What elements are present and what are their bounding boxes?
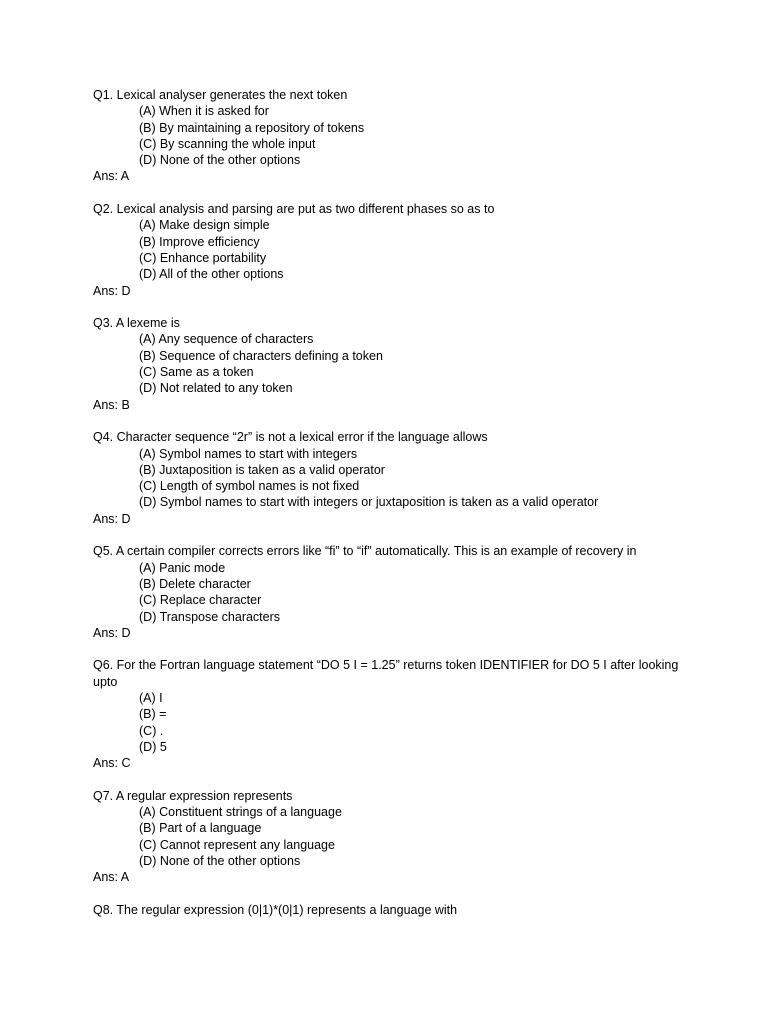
question-block	[93, 201, 693, 299]
answer-option: (D) Transpose characters	[139, 609, 281, 624]
question-text: Q3. A lexeme is	[93, 316, 180, 331]
question-text: Q6. For the Fortran language statement “DO 5 I = 1.25” returns token IDENTIFIER for DO 5 I after looking upto	[93, 658, 679, 689]
answer-option: (A) Panic mode	[139, 560, 226, 575]
answer-option: (D) Not related to any token	[139, 381, 293, 396]
answer-option: (B) Delete character	[139, 576, 251, 591]
answer-option: (A) Symbol names to start with integers	[139, 446, 358, 461]
question-block	[93, 902, 693, 918]
answer-option: (C) Length of symbol names is not fixed	[139, 479, 360, 494]
question-text: Q5. A certain compiler corrects errors like “fi” to “if” automatically. This is an example of recovery in	[93, 544, 637, 559]
answer-key: Ans: C	[93, 756, 131, 771]
answer-option: (B) Juxtaposition is taken as a valid operator	[139, 462, 385, 477]
answer-option: (B) Improve efficiency	[139, 234, 260, 249]
answer-option: (C) .	[139, 723, 164, 738]
answer-option: (D) Symbol names to start with integers or juxtaposition is taken as a valid operator	[139, 495, 599, 510]
answer-key: Ans: D	[93, 625, 131, 640]
answer-option: (D) None of the other options	[139, 153, 301, 168]
answer-key: Ans: D	[93, 511, 131, 526]
question-block	[93, 788, 693, 886]
question-text: Q4. Character sequence “2r” is not a lexical error if the language allows	[93, 430, 488, 445]
answer-option: (D) All of the other options	[139, 267, 284, 282]
answer-option: (C) Cannot represent any language	[139, 837, 335, 852]
answer-option: (B) =	[139, 707, 167, 722]
answer-option: (D) None of the other options	[139, 853, 301, 868]
question-block	[93, 87, 693, 185]
answer-option: (C) Enhance portability	[139, 250, 267, 265]
answer-key: Ans: B	[93, 397, 130, 412]
answer-option: (D) 5	[139, 739, 167, 754]
answer-key: Ans: A	[93, 870, 130, 885]
answer-option: (A) When it is asked for	[139, 104, 269, 119]
question-list	[93, 87, 693, 934]
answer-option: (C) Same as a token	[139, 365, 254, 380]
answer-key: Ans: A	[93, 169, 130, 184]
answer-option: (A) Constituent strings of a language	[139, 805, 342, 820]
question-text: Q2. Lexical analysis and parsing are put as two different phases so as to	[93, 202, 495, 217]
question-block	[93, 315, 693, 413]
answer-option: (B) Sequence of characters defining a token	[139, 348, 383, 363]
question-text: Q1. Lexical analyser generates the next token	[93, 88, 348, 102]
question-block	[93, 429, 693, 527]
answer-key: Ans: D	[93, 283, 131, 298]
answer-option: (C) Replace character	[139, 593, 262, 608]
question-text: Q8. The regular expression (0|1)*(0|1) represents a language with	[93, 902, 458, 917]
question-block	[93, 543, 693, 641]
answer-option: (A) I	[139, 690, 163, 705]
answer-option: (A) Any sequence of characters	[139, 332, 314, 347]
answer-option: (A) Make design simple	[139, 218, 270, 233]
question-block	[93, 657, 693, 771]
answer-option: (B) Part of a language	[139, 821, 262, 836]
question-text: Q7. A regular expression represents	[93, 788, 293, 803]
answer-option: (B) By maintaining a repository of tokens	[139, 120, 365, 135]
answer-option: (C) By scanning the whole input	[139, 136, 316, 151]
